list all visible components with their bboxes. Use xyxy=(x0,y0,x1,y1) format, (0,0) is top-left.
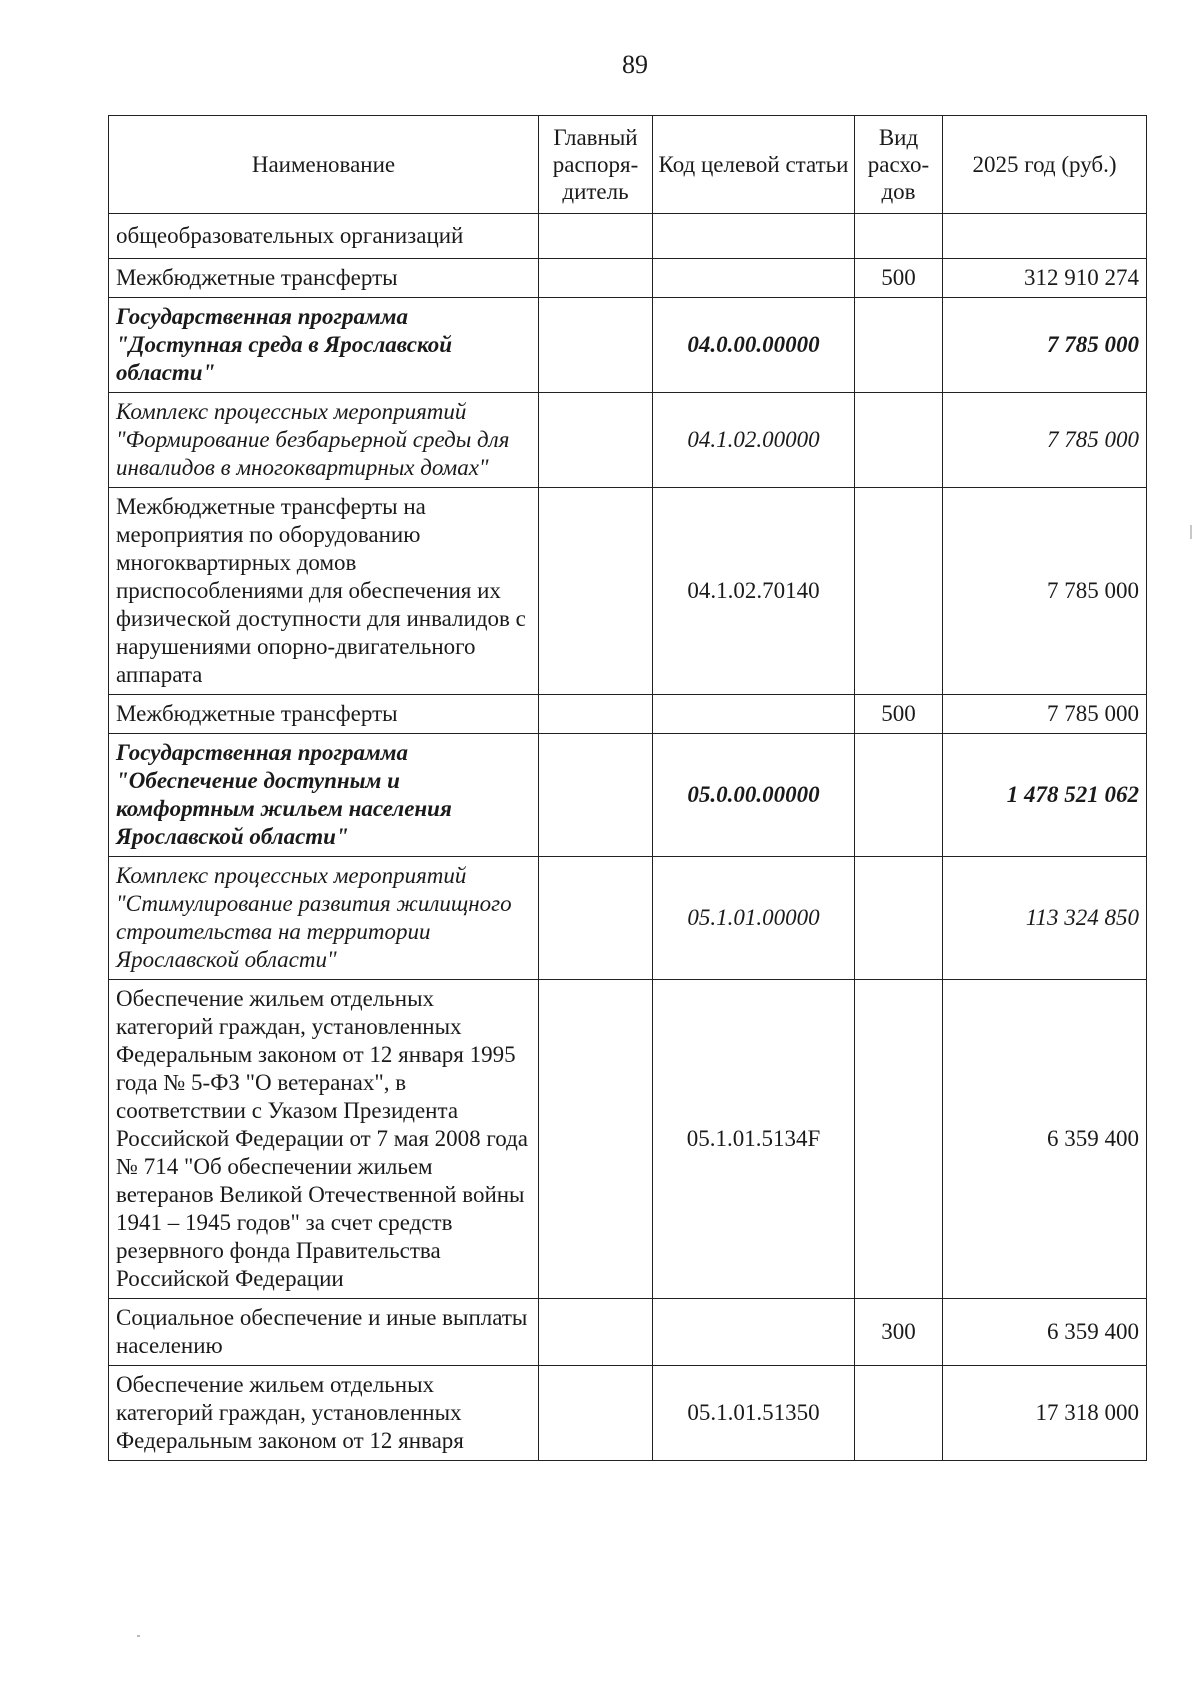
cell-target-code: 05.1.01.51350 xyxy=(653,1366,855,1461)
cell-amount: 7 785 000 xyxy=(943,393,1147,488)
cell-name: Межбюджетные трансферты xyxy=(109,695,539,734)
cell-name: Социальное обеспечение и иные выплаты населению xyxy=(109,1299,539,1366)
header-expense-type: Вид расхо-дов xyxy=(855,116,943,214)
scan-edge-mark xyxy=(1190,525,1192,539)
table-row xyxy=(109,214,1147,259)
header-amount-2025: 2025 год (руб.) xyxy=(943,116,1147,214)
budget-table xyxy=(108,115,1147,1461)
cell-amount: 17 318 000 xyxy=(943,1366,1147,1461)
cell-expense-type xyxy=(855,734,943,857)
table-row xyxy=(109,488,1147,695)
cell-amount: 6 359 400 xyxy=(943,980,1147,1299)
cell-main-administrator xyxy=(539,488,653,695)
cell-main-administrator xyxy=(539,1366,653,1461)
cell-target-code: 05.1.01.5134F xyxy=(653,980,855,1299)
table-row xyxy=(109,857,1147,980)
cell-main-administrator xyxy=(539,393,653,488)
table-row xyxy=(109,1299,1147,1366)
cell-main-administrator xyxy=(539,214,653,259)
scan-artifact xyxy=(137,1635,140,1637)
cell-target-code: 05.0.00.00000 xyxy=(653,734,855,857)
cell-main-administrator xyxy=(539,259,653,298)
cell-name: Комплекс процессных мероприятий "Стимулирование развития жилищного строительства на территории Ярославской области" xyxy=(109,857,539,980)
cell-amount: 7 785 000 xyxy=(943,298,1147,393)
cell-main-administrator xyxy=(539,857,653,980)
cell-main-administrator xyxy=(539,298,653,393)
cell-amount: 113 324 850 xyxy=(943,857,1147,980)
cell-name: Комплекс процессных мероприятий "Формирование безбарьерной среды для инвалидов в многоквартирных домах" xyxy=(109,393,539,488)
cell-expense-type xyxy=(855,214,943,259)
cell-main-administrator xyxy=(539,734,653,857)
cell-amount: 7 785 000 xyxy=(943,488,1147,695)
cell-main-administrator xyxy=(539,1299,653,1366)
cell-name: Государственная программа "Обеспечение доступным и комфортным жильем населения Ярославской области" xyxy=(109,734,539,857)
cell-target-code: 04.0.00.00000 xyxy=(653,298,855,393)
table-row xyxy=(109,393,1147,488)
cell-name: Межбюджетные трансферты xyxy=(109,259,539,298)
cell-expense-type: 500 xyxy=(855,695,943,734)
cell-name: общеобразовательных организаций xyxy=(109,214,539,259)
table-header-row xyxy=(109,116,1147,214)
table-row xyxy=(109,1366,1147,1461)
page-number: 89 xyxy=(622,50,648,79)
cell-target-code xyxy=(653,1299,855,1366)
header-name: Наименование xyxy=(109,116,539,214)
header-target-code: Код целевой статьи xyxy=(653,116,855,214)
table-row xyxy=(109,298,1147,393)
table-row xyxy=(109,734,1147,857)
cell-amount: 6 359 400 xyxy=(943,1299,1147,1366)
cell-target-code xyxy=(653,259,855,298)
table-row xyxy=(109,980,1147,1299)
cell-name: Межбюджетные трансферты на мероприятия по оборудованию многоквартирных домов приспособлениями для обеспечения их физической доступности для инвалидов с нарушениями опорно-двигательного аппарата xyxy=(109,488,539,695)
cell-expense-type xyxy=(855,857,943,980)
cell-expense-type xyxy=(855,488,943,695)
cell-main-administrator xyxy=(539,980,653,1299)
cell-expense-type: 500 xyxy=(855,259,943,298)
header-main-administrator: Главный распоря-дитель xyxy=(539,116,653,214)
cell-expense-type xyxy=(855,1366,943,1461)
cell-amount: 1 478 521 062 xyxy=(943,734,1147,857)
cell-amount: 7 785 000 xyxy=(943,695,1147,734)
table-row xyxy=(109,695,1147,734)
table-body xyxy=(109,214,1147,1461)
cell-target-code: 04.1.02.00000 xyxy=(653,393,855,488)
table-row xyxy=(109,259,1147,298)
cell-main-administrator xyxy=(539,695,653,734)
cell-target-code: 04.1.02.70140 xyxy=(653,488,855,695)
cell-name: Обеспечение жильем отдельных категорий граждан, установленных Федеральным законом от 12 января xyxy=(109,1366,539,1461)
cell-name: Государственная программа "Доступная среда в Ярославской области" xyxy=(109,298,539,393)
cell-amount xyxy=(943,214,1147,259)
cell-expense-type: 300 xyxy=(855,1299,943,1366)
cell-expense-type xyxy=(855,393,943,488)
cell-name: Обеспечение жильем отдельных категорий граждан, установленных Федеральным законом от 12 января 1995 года № 5-ФЗ "О ветеранах", в соответствии с Указом Президента Российской Федерации от 7 мая 2008 года № 714 "Об обеспечении жильем ветеранов Великой Отечественной войны 1941 – 1945 годов" за счет средств резервного фонда Правительства Российской Федерации xyxy=(109,980,539,1299)
cell-expense-type xyxy=(855,980,943,1299)
cell-expense-type xyxy=(855,298,943,393)
cell-target-code xyxy=(653,214,855,259)
cell-target-code: 05.1.01.00000 xyxy=(653,857,855,980)
cell-amount: 312 910 274 xyxy=(943,259,1147,298)
cell-target-code xyxy=(653,695,855,734)
